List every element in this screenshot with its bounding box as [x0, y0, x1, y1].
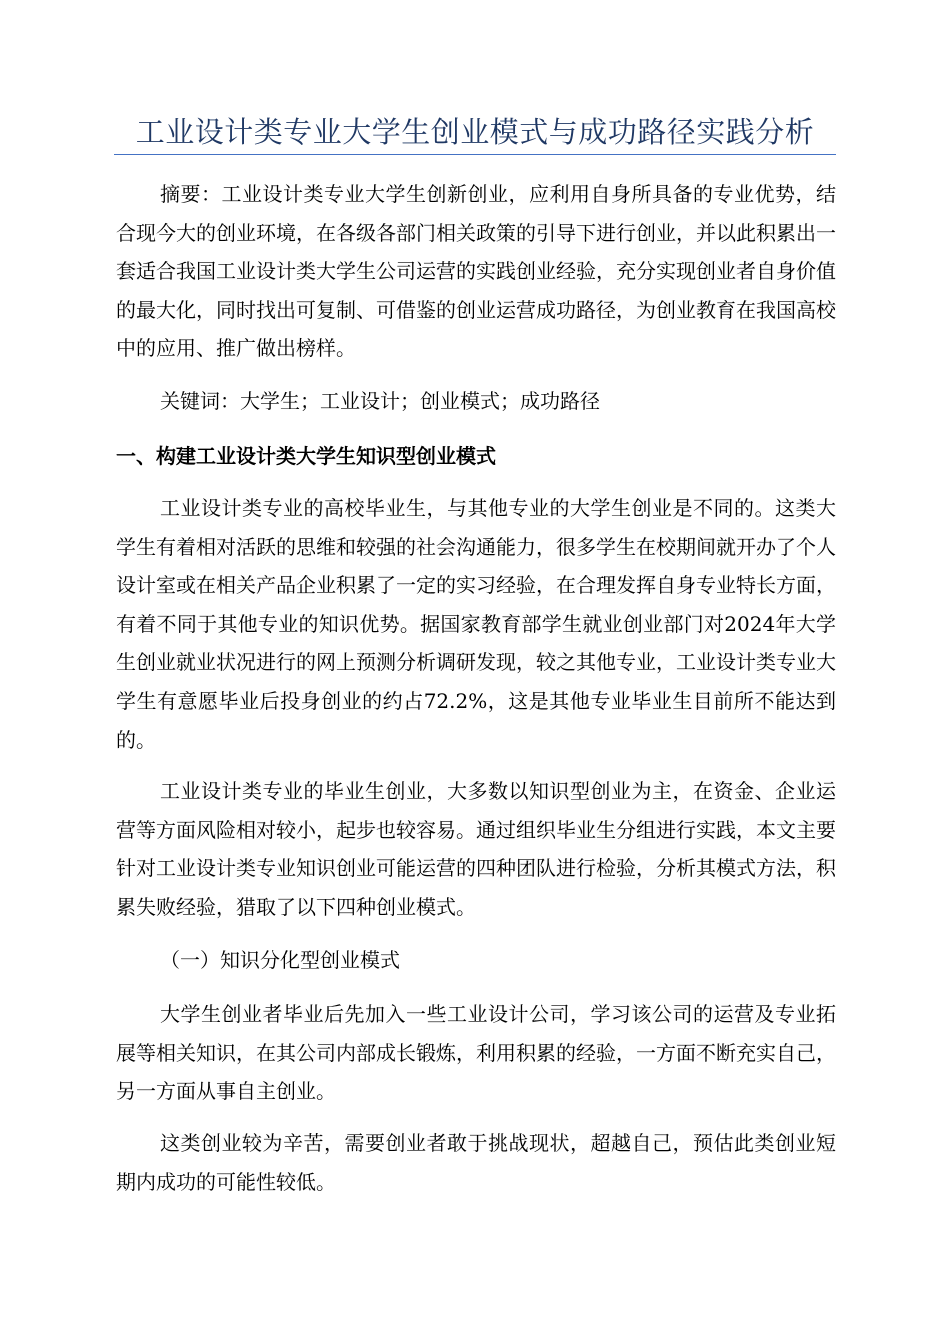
body-paragraph: 工业设计类专业的高校毕业生，与其他专业的大学生创业是不同的。这类大学生有着相对活跃的思维和较强的社会沟通能力，很多学生在校期间就开办了个人设计室或在相关产品企业积累了一定的实习经验，在合理发挥自身专业特长方面，有着不同于其他专业的知识优势。据国家教育部学生就业创业部门对2024年大学生创业就业状况进行的网上预测分析调研发现，较之其他专业，工业设计类专业大学生有意愿毕业后投身创业的约占72.2%，这是其他专业毕业生目前所不能达到的。 [116, 496, 836, 752]
body-paragraph: 工业设计类专业的毕业生创业，大多数以知识型创业为主，在资金、企业运营等方面风险相对较小，起步也较容易。通过组织毕业生分组进行实践，本文主要针对工业设计类专业知识创业可能运营的四种团队进行检验，分析其模式方法，积累失败经验，猎取了以下四种创业模式。 [116, 779, 836, 919]
keywords-paragraph: 关键词：大学生；工业设计；创业模式；成功路径 [160, 389, 600, 413]
body-paragraph: 大学生创业者毕业后先加入一些工业设计公司，学习该公司的运营及专业拓展等相关知识，在其公司内部成长锻炼，利用积累的经验，一方面不断充实自己，另一方面从事自主创业。 [116, 1002, 836, 1104]
document-title: 工业设计类专业大学生创业模式与成功路径实践分析 [135, 115, 815, 149]
section-heading: 一、构建工业设计类大学生知识型创业模式 [116, 444, 496, 468]
abstract-paragraph: 摘要：工业设计类专业大学生创新创业，应利用自身所具备的专业优势，结合现今大的创业环境，在各级各部门相关政策的引导下进行创业，并以此积累出一套适合我国工业设计类大学生公司运营的实践创业经验，充分实现创业者自身价值的最大化，同时找出可复制、可借鉴的创业运营成功路径，为创业教育在我国高校中的应用、推广做出榜样。 [116, 182, 836, 361]
subsection-heading: （一）知识分化型创业模式 [160, 948, 400, 972]
body-paragraph: 这类创业较为辛苦，需要创业者敢于挑战现状，超越自己，预估此类创业短期内成功的可能性较低。 [116, 1131, 836, 1194]
title-underline [114, 154, 836, 155]
